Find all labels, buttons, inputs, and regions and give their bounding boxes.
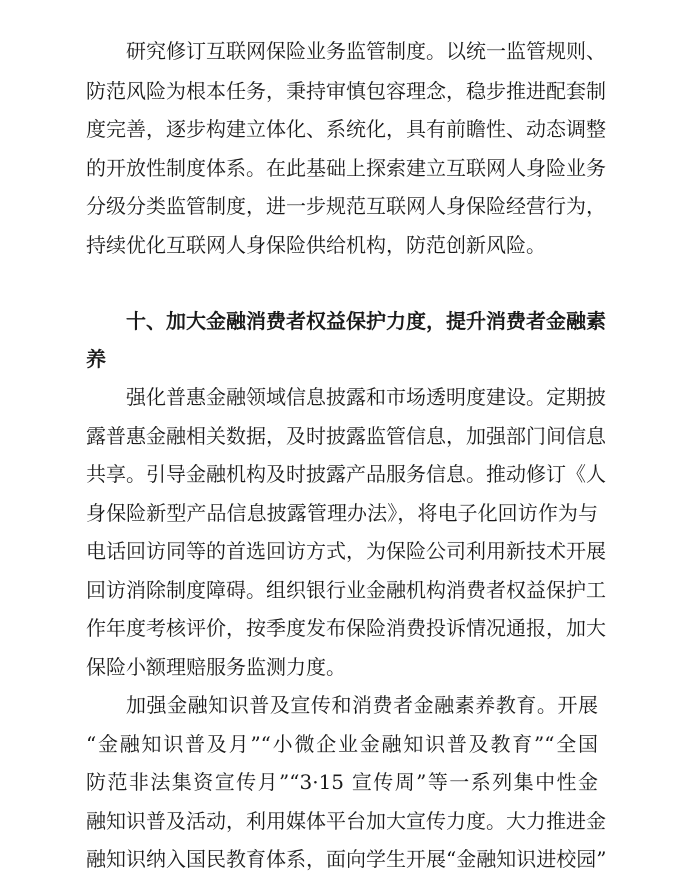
paragraph-3-line-5: 融知识纳入国民教育体系，面向学生开展“金融知识进校园”: [86, 847, 607, 871]
paragraph-2-line-2: 露普惠金融相关数据，及时披露监管信息，加强部门间信息: [86, 424, 606, 448]
paragraph-2-line-8: 保险小额理赔服务监测力度。: [86, 655, 346, 679]
paragraph-1-line-4: 的开放性制度体系。在此基础上探索建立互联网人身险业务: [86, 156, 606, 180]
paragraph-2-line-7: 作年度考核评价，按季度发布保险消费投诉情况通报，加大: [86, 616, 606, 640]
paragraph-2-line-3: 共享。引导金融机构及时披露产品服务信息。推动修订《人: [86, 462, 606, 486]
paragraph-3-line-3: 防范非法集资宣传月”“3·15 宣传周”等一系列集中性金: [86, 770, 598, 794]
paragraph-1-line-1: 研究修订互联网保险业务监管制度。以统一监管规则、: [126, 39, 606, 63]
paragraph-2-line-4: 身保险新型产品信息披露管理办法》，将电子化回访作为与: [86, 501, 598, 525]
paragraph-3-line-1: 加强金融知识普及宣传和消费者金融素养教育。开展: [126, 693, 598, 717]
paragraph-2-line-5: 电话回访同等的首选回访方式，为保险公司利用新技术开展: [86, 539, 606, 563]
section-heading-line-1: 十、加大金融消费者权益保护力度，提升消费者金融素: [126, 309, 606, 333]
paragraph-1-line-6: 持续优化互联网人身保险供给机构，防范创新风险。: [86, 233, 546, 257]
paragraph-1-line-5: 分级分类监管制度，进一步规范互联网人身保险经营行为，: [86, 194, 606, 218]
paragraph-1-line-3: 度完善，逐步构建立体化、系统化，具有前瞻性、动态调整: [86, 117, 606, 141]
paragraph-2-line-6: 回访消除制度障碍。组织银行业金融机构消费者权益保护工: [86, 578, 606, 602]
paragraph-3-line-4: 融知识普及活动，利用媒体平台加大宣传力度。大力推进金: [86, 809, 606, 833]
section-heading-line-2: 养: [86, 347, 106, 371]
paragraph-1-line-2: 防范风险为根本任务，秉持审慎包容理念，稳步推进配套制: [86, 79, 606, 103]
paragraph-3-line-2: “金融知识普及月”“小微企业金融知识普及教育”“全国: [86, 732, 598, 756]
paragraph-2-line-1: 强化普惠金融领域信息披露和市场透明度建设。定期披: [126, 385, 606, 409]
